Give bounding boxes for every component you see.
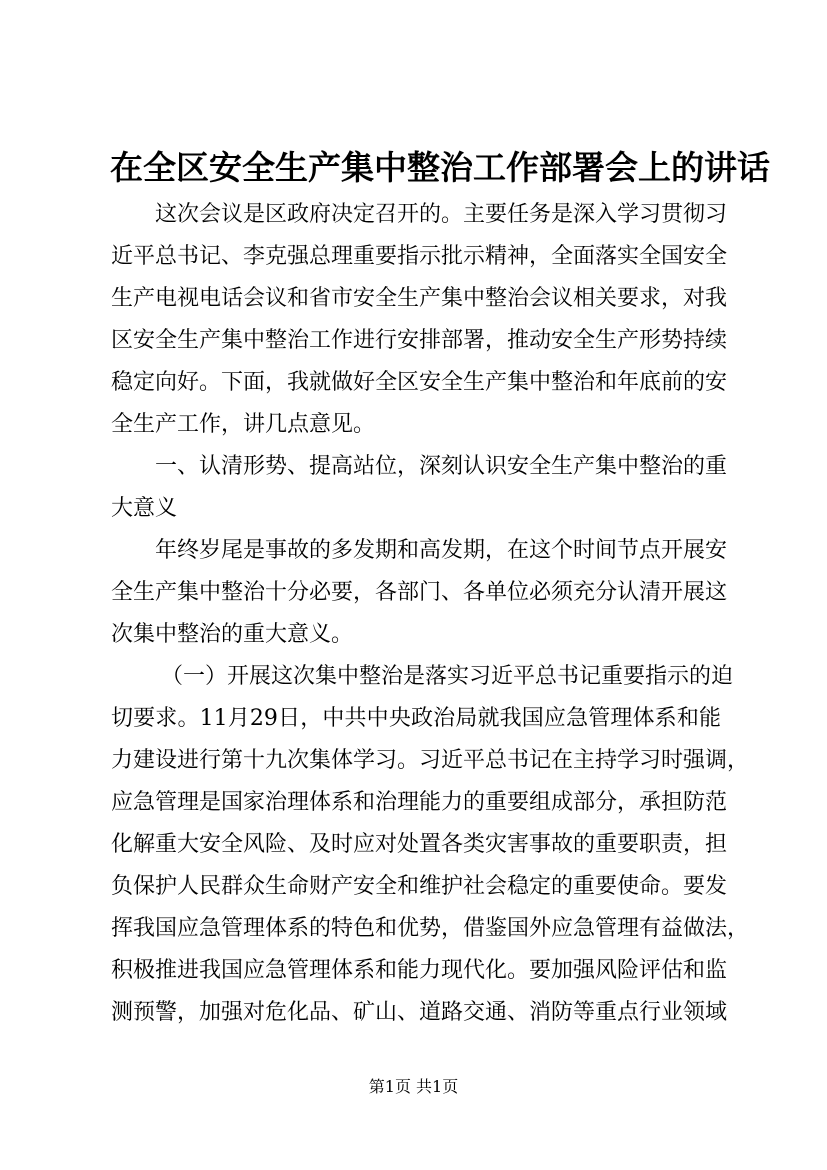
body-line: 挥我国应急管理体系的特色和优势，借鉴国外应急管理有益做法， [111, 916, 750, 941]
body-line: 区安全生产集中整治工作进行安排部署，推动安全生产形势持续 [111, 328, 728, 353]
body-line: 力建设进行第十九次集体学习。习近平总书记在主持学习时强调， [111, 748, 750, 773]
section-heading-line: 大意义 [111, 496, 178, 521]
body-line: 次集中整治的重大意义。 [111, 622, 354, 647]
body-line: 近平总书记、李克强总理重要指示批示精神，全面落实全国安全 [111, 244, 728, 269]
body-line: （一）开展这次集中整治是落实习近平总书记重要指示的迫 [161, 664, 734, 689]
body-line: 积极推进我国应急管理体系和能力现代化。要加强风险评估和监 [111, 958, 728, 983]
body-line: 化解重大安全风险、及时应对处置各类灾害事故的重要职责，担 [111, 832, 728, 857]
body-line: 测预警，加强对危化品、矿山、道路交通、消防等重点行业领域 [111, 1000, 728, 1025]
body-line: 负保护人民群众生命财产安全和维护社会稳定的重要使命。要发 [111, 874, 728, 899]
body-line: 稳定向好。下面，我就做好全区安全生产集中整治和年底前的安 [111, 370, 728, 395]
body-line: 全生产工作，讲几点意见。 [111, 412, 376, 437]
body-line: 应急管理是国家治理体系和治理能力的重要组成部分，承担防范 [111, 790, 728, 815]
document-title: 在全区安全生产集中整治工作部署会上的讲话 [110, 148, 770, 187]
body-line: 年终岁尾是事故的多发期和高发期，在这个时间节点开展安 [155, 538, 728, 563]
section-heading-line: 一、认清形势、提高站位，深刻认识安全生产集中整治的重 [155, 454, 728, 479]
body-line: 全生产集中整治十分必要，各部门、各单位必须充分认清开展这 [111, 580, 728, 605]
body-line: 生产电视电话会议和省市安全生产集中整治会议相关要求，对我 [111, 286, 728, 311]
body-line: 这次会议是区政府决定召开的。主要任务是深入学习贯彻习 [155, 202, 728, 227]
body-line: 切要求。11月29日，中共中央政治局就我国应急管理体系和能 [111, 706, 721, 731]
page-number-footer: 第1页 共1页 [368, 1077, 459, 1096]
